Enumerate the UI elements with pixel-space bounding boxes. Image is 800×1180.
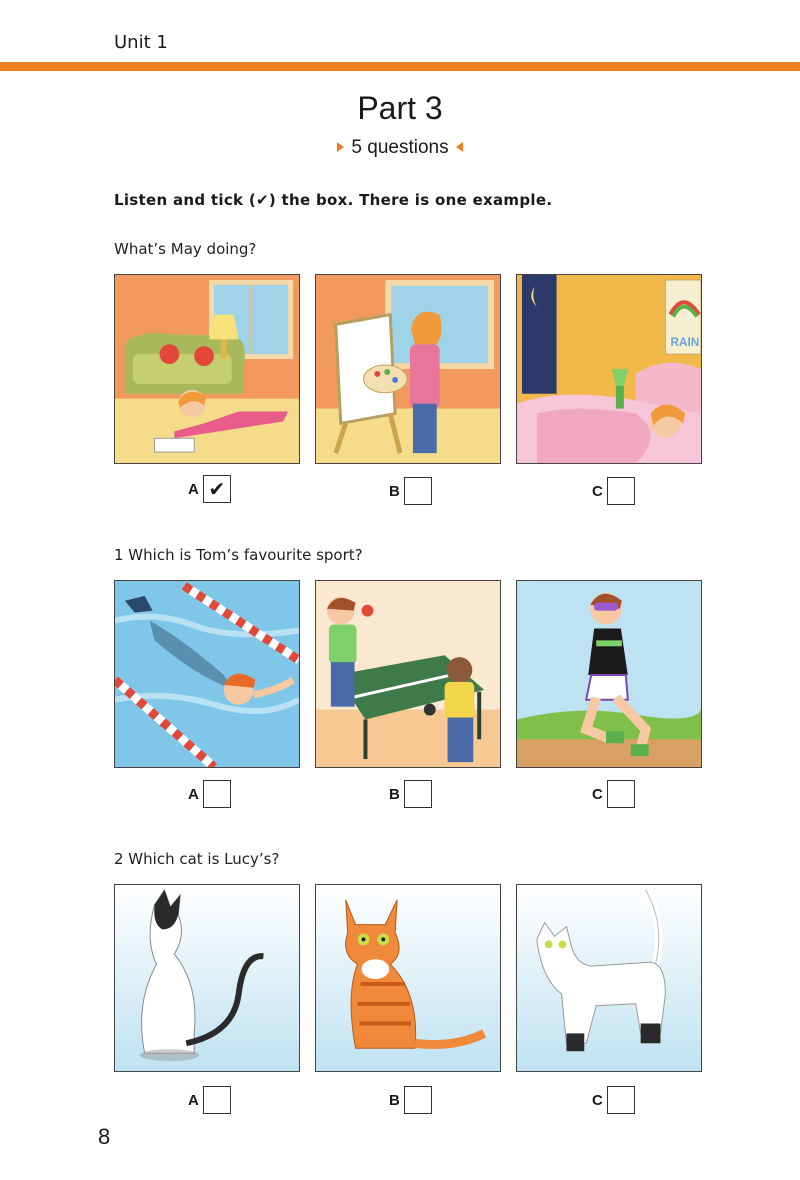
svg-text:RAIN: RAIN — [670, 335, 700, 350]
option-letter: C — [592, 1091, 603, 1109]
option-letter: C — [592, 785, 603, 803]
option-letter: A — [188, 480, 199, 498]
option-letter: B — [389, 482, 400, 500]
option-1-c — [592, 780, 635, 808]
option-1-b — [389, 780, 432, 808]
tick-box-1-b[interactable] — [404, 780, 432, 808]
question-1: 1 Which is Tom’s favourite sport? — [114, 546, 363, 564]
picture-orange-tabby-cat — [315, 884, 501, 1072]
picture-girl-sleeping — [516, 274, 702, 464]
tick-box-2-b[interactable] — [404, 1086, 432, 1114]
triangle-left-icon — [456, 142, 463, 152]
question-example: What’s May doing? — [114, 240, 257, 258]
header-rule — [0, 62, 800, 71]
tick-box-2-a[interactable] — [203, 1086, 231, 1114]
picture-table-tennis — [315, 580, 501, 768]
page-number: 8 — [98, 1124, 111, 1149]
picture-girl-reading — [114, 274, 300, 464]
instruction: Listen and tick (✔) the box. There is one example. — [114, 191, 553, 209]
tick-box-2-c[interactable] — [607, 1086, 635, 1114]
tick-box-1-a[interactable] — [203, 780, 231, 808]
option-1-a — [188, 780, 231, 808]
option-2-b — [389, 1086, 432, 1114]
option-letter: A — [188, 1091, 199, 1109]
unit-label: Unit 1 — [114, 32, 168, 53]
part-subtitle — [0, 137, 800, 159]
option-letter: A — [188, 785, 199, 803]
option-2-c — [592, 1086, 635, 1114]
picture-siamese-cat — [114, 884, 300, 1072]
triangle-right-icon — [337, 142, 344, 152]
picture-girl-painting — [315, 274, 501, 464]
picture-boy-running — [516, 580, 702, 768]
option-letter: B — [389, 1091, 400, 1109]
option-2-a — [188, 1086, 231, 1114]
tick-mark-icon: ✔ — [208, 477, 226, 501]
option-letter: B — [389, 785, 400, 803]
option-example-c — [592, 477, 635, 505]
part-subtitle-text: 5 questions — [351, 137, 449, 158]
option-example-a — [188, 475, 231, 503]
tick-box-1-c[interactable] — [607, 780, 635, 808]
tick-box-example-a[interactable] — [203, 475, 231, 503]
option-example-b — [389, 477, 432, 505]
tick-box-example-c[interactable] — [607, 477, 635, 505]
picture-boy-swimming — [114, 580, 300, 768]
option-letter: C — [592, 482, 603, 500]
tick-box-example-b[interactable] — [404, 477, 432, 505]
question-2: 2 Which cat is Lucy’s? — [114, 850, 280, 868]
part-title: Part 3 — [357, 90, 443, 126]
picture-white-cat — [516, 884, 702, 1072]
